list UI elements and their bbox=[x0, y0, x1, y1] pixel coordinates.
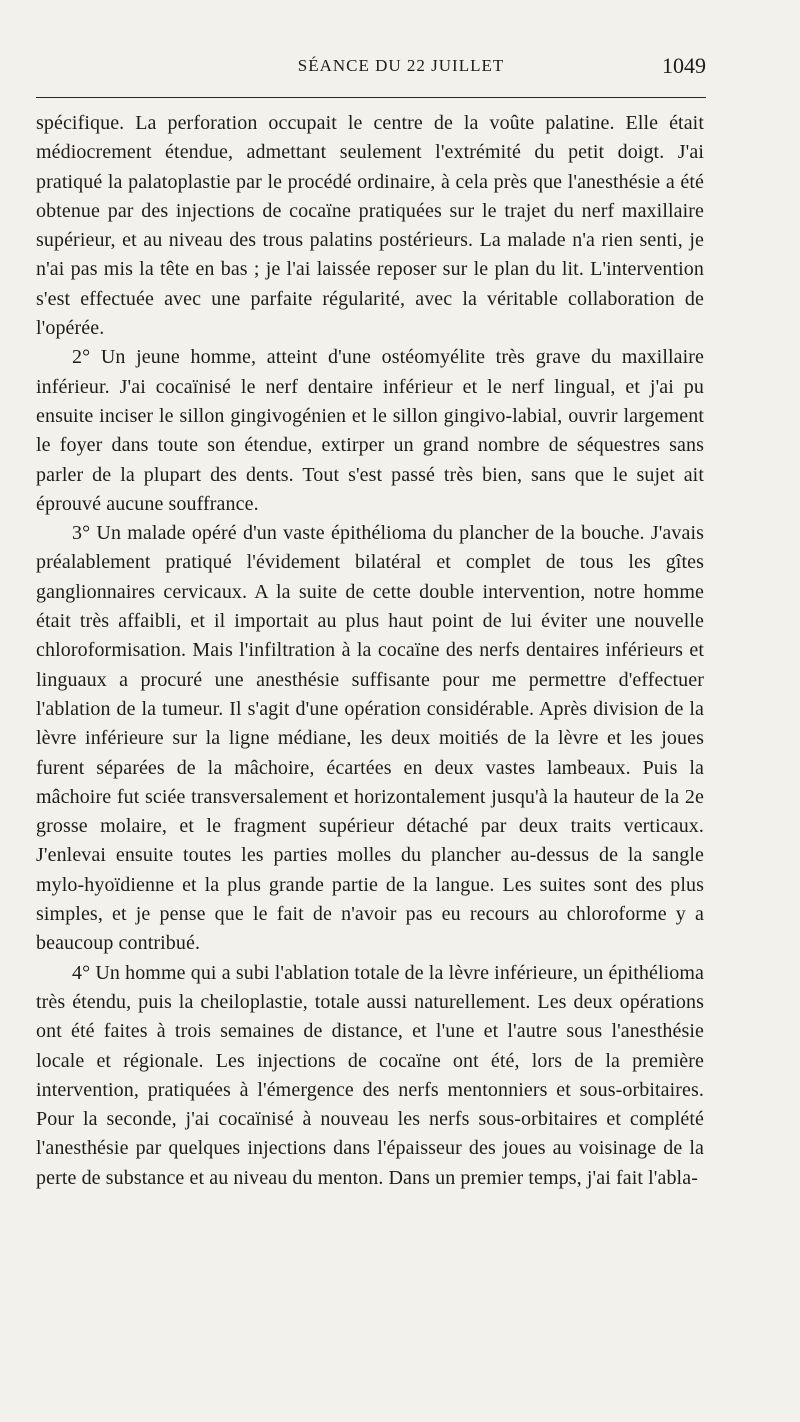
paragraph-3: 3° Un malade opéré d'un vaste épithélioma du plancher de la bouche. J'avais préalablement pratiqué l'évidement bilatéral et complet de tous les gîtes ganglionnaires cervicaux. A la suite de cette double intervention, notre homme était très affaibli, et il importait au plus haut point de lui éviter une nouvelle chloroformisation. Mais l'infiltration à la cocaïne des nerfs dentaires inférieurs et linguaux a procuré une anesthésie suffisante pour me permettre d'effectuer l'ablation de la tumeur. Il s'agit d'une opération considérable. Après division de la lèvre inférieure sur la ligne médiane, les deux moitiés de la lèvre et les joues furent séparées de la mâchoire, écartées en deux vastes lambeaux. Puis la mâchoire fut sciée transversalement et horizontalement jusqu'à la hauteur de la 2e grosse molaire, et le fragment supérieur détaché par deux traits verticaux. J'enlevai ensuite toutes les parties molles du plancher au-dessus de la sangle mylo-hyoïdienne et la plus grande partie de la langue. Les suites sont des plus simples, et je pense que le fait de n'avoir pas eu recours au chloroforme y a beaucoup contribué. bbox=[36, 522, 704, 955]
body-text bbox=[36, 109, 704, 1193]
header-rule bbox=[36, 97, 706, 98]
paragraph-1: spécifique. La perforation occupait le centre de la voûte palatine. Elle était médiocrement étendue, admettant seulement l'extrémité du petit doigt. J'ai pratiqué la palatoplastie par le procédé ordinaire, à cela près que l'anesthésie a été obtenue par des injections de cocaïne pratiquées sur le trajet du nerf maxillaire supérieur, et au niveau des trous palatins postérieurs. La malade n'a rien senti, je n'ai pas mis la tête en bas ; je l'ai laissée reposer sur le plan du lit. L'intervention s'est effectuée avec une parfaite régularité, avec la véritable collaboration de l'opérée. bbox=[36, 112, 704, 340]
page-number: 1049 bbox=[662, 53, 706, 78]
paragraph-2: 2° Un jeune homme, atteint d'une ostéomyélite très grave du maxillaire inférieur. J'ai cocaïnisé le nerf dentaire inférieur et le nerf lingual, et j'ai pu ensuite inciser le sillon gingivogénien et le sillon gingivo-labial, ouvrir largement le foyer dans toute son étendue, extirper un grand nombre de séquestres sans parler de la plupart des dents. Tout s'est passé très bien, sans que le sujet ait éprouvé aucune souffrance. bbox=[36, 346, 704, 515]
running-title: SÉANCE DU 22 JUILLET bbox=[297, 56, 505, 75]
running-head bbox=[36, 52, 766, 80]
paragraph-4: 4° Un homme qui a subi l'ablation totale de la lèvre inférieure, un épithélioma très étendu, puis la cheiloplastie, totale aussi naturellement. Les deux opérations ont été faites à trois semaines de distance, et l'une et l'autre sous l'anesthésie locale et régionale. Les injections de cocaïne ont été, lors de la première intervention, pratiquées à l'émergence des nerfs mentonniers et sous-orbitaires. Pour la seconde, j'ai cocaïnisé à nouveau les nerfs sous-orbitaires et complété l'anesthésie par quelques injections dans l'épaisseur des joues au voisinage de la perte de substance et au niveau du menton. Dans un premier temps, j'ai fait l'abla- bbox=[36, 961, 704, 1189]
